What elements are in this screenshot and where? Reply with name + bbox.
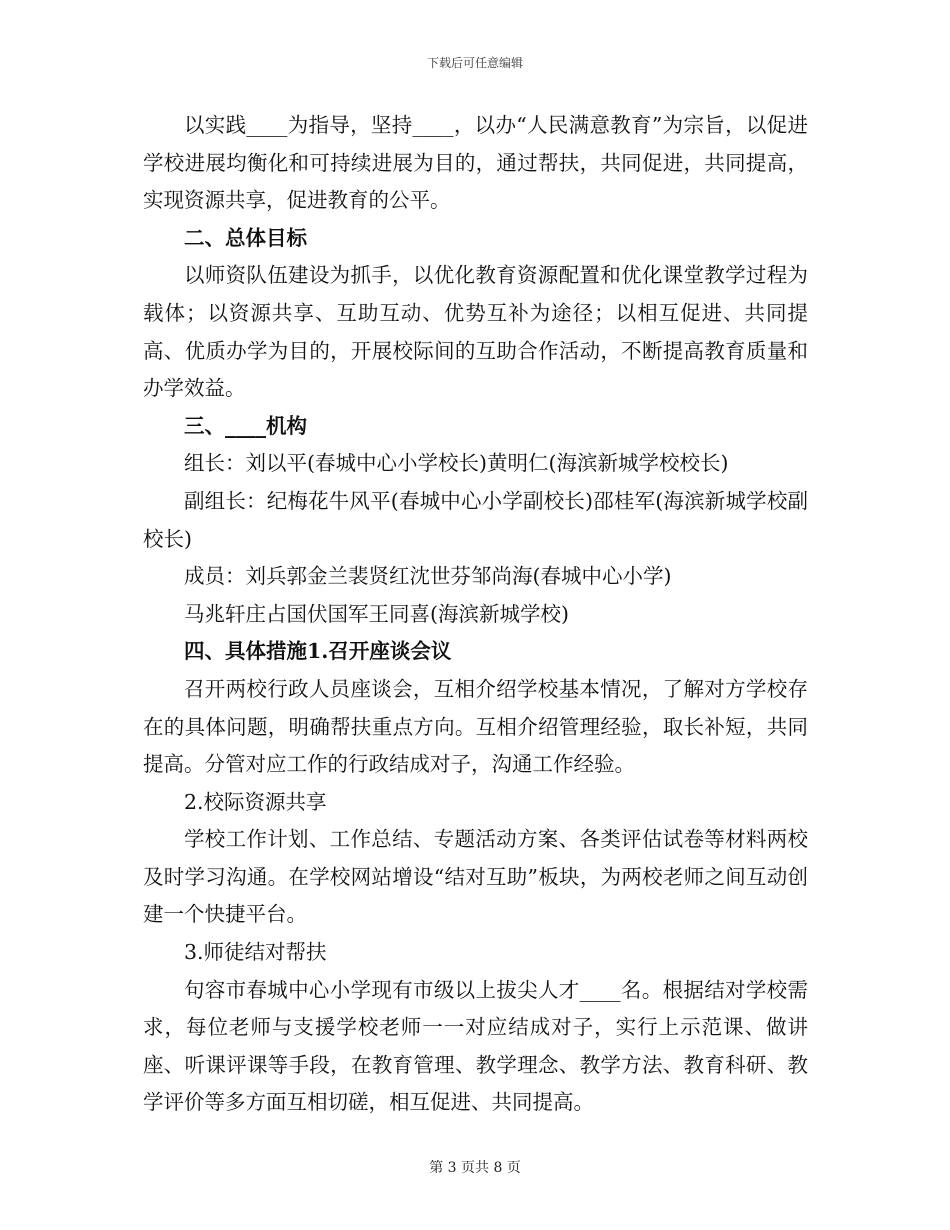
page-header: 下载后可任意编辑: [426, 56, 523, 70]
paragraph: 句容市春城中心小学现有市级以上拔尖人才____名。根据结对学校需求，每位老师与支援学校老师一一对应结成对子，实行上示范课、做讲座、听课评课等手段，在教育管理、教学理念、教学方法、教育科研、教学评价等多方面互相切磋，相互促进、共同提高。: [143, 977, 808, 1115]
paragraph: 以师资队伍建设为抓手，以优化教育资源配置和优化课堂教学过程为载体；以资源共享、互助互动、优势互补为途径；以相互促进、共同提高、优质办学为目的，开展校际间的互助合作活动，不断提高教育质量和办学效益。: [143, 263, 808, 401]
paragraph: 学校工作计划、工作总结、专题活动方案、各类评估试卷等材料两校及时学习沟通。在学校网站增设“结对互助”板块，为两校老师之间互动创建一个快捷平台。: [143, 827, 808, 927]
paragraph: 马兆轩庄占国伏国军王同喜(海滨新城学校): [184, 601, 569, 626]
document-body: [143, 107, 808, 1122]
subheading: 3.师徒结对帮扶: [184, 940, 327, 965]
paragraph: 副组长：纪梅花牛风平(春城中心小学副校长)邵桂军(海滨新城学校副校长): [143, 488, 808, 551]
paragraph: 召开两校行政人员座谈会，互相介绍学校基本情况，了解对方学校存在的具体问题，明确帮扶重点方向。互相介绍管理经验，取长补短，共同提高。分管对应工作的行政结成对子，沟通工作经验。: [143, 676, 808, 777]
page-footer: 第 3 页共 8 页: [429, 1160, 521, 1176]
paragraph: 成员：刘兵郭金兰裴贤红沈世芬邹尚海(春城中心小学): [184, 564, 672, 589]
paragraph: 以实践____为指导，坚持____，以办“人民满意教育”为宗旨，以促进学校进展均衡化和可持续进展为目的，通过帮扶，共同促进，共同提高，实现资源共享，促进教育的公平。: [143, 113, 808, 213]
paragraph: 组长：刘以平(春城中心小学校长)黄明仁(海滨新城学校校长): [184, 451, 729, 476]
section-heading: 二、总体目标: [184, 225, 307, 250]
subheading: 2.校际资源共享: [184, 789, 327, 814]
section-heading: 四、具体措施1.召开座谈会议: [184, 639, 452, 664]
section-heading: 三、____机构: [184, 413, 307, 438]
